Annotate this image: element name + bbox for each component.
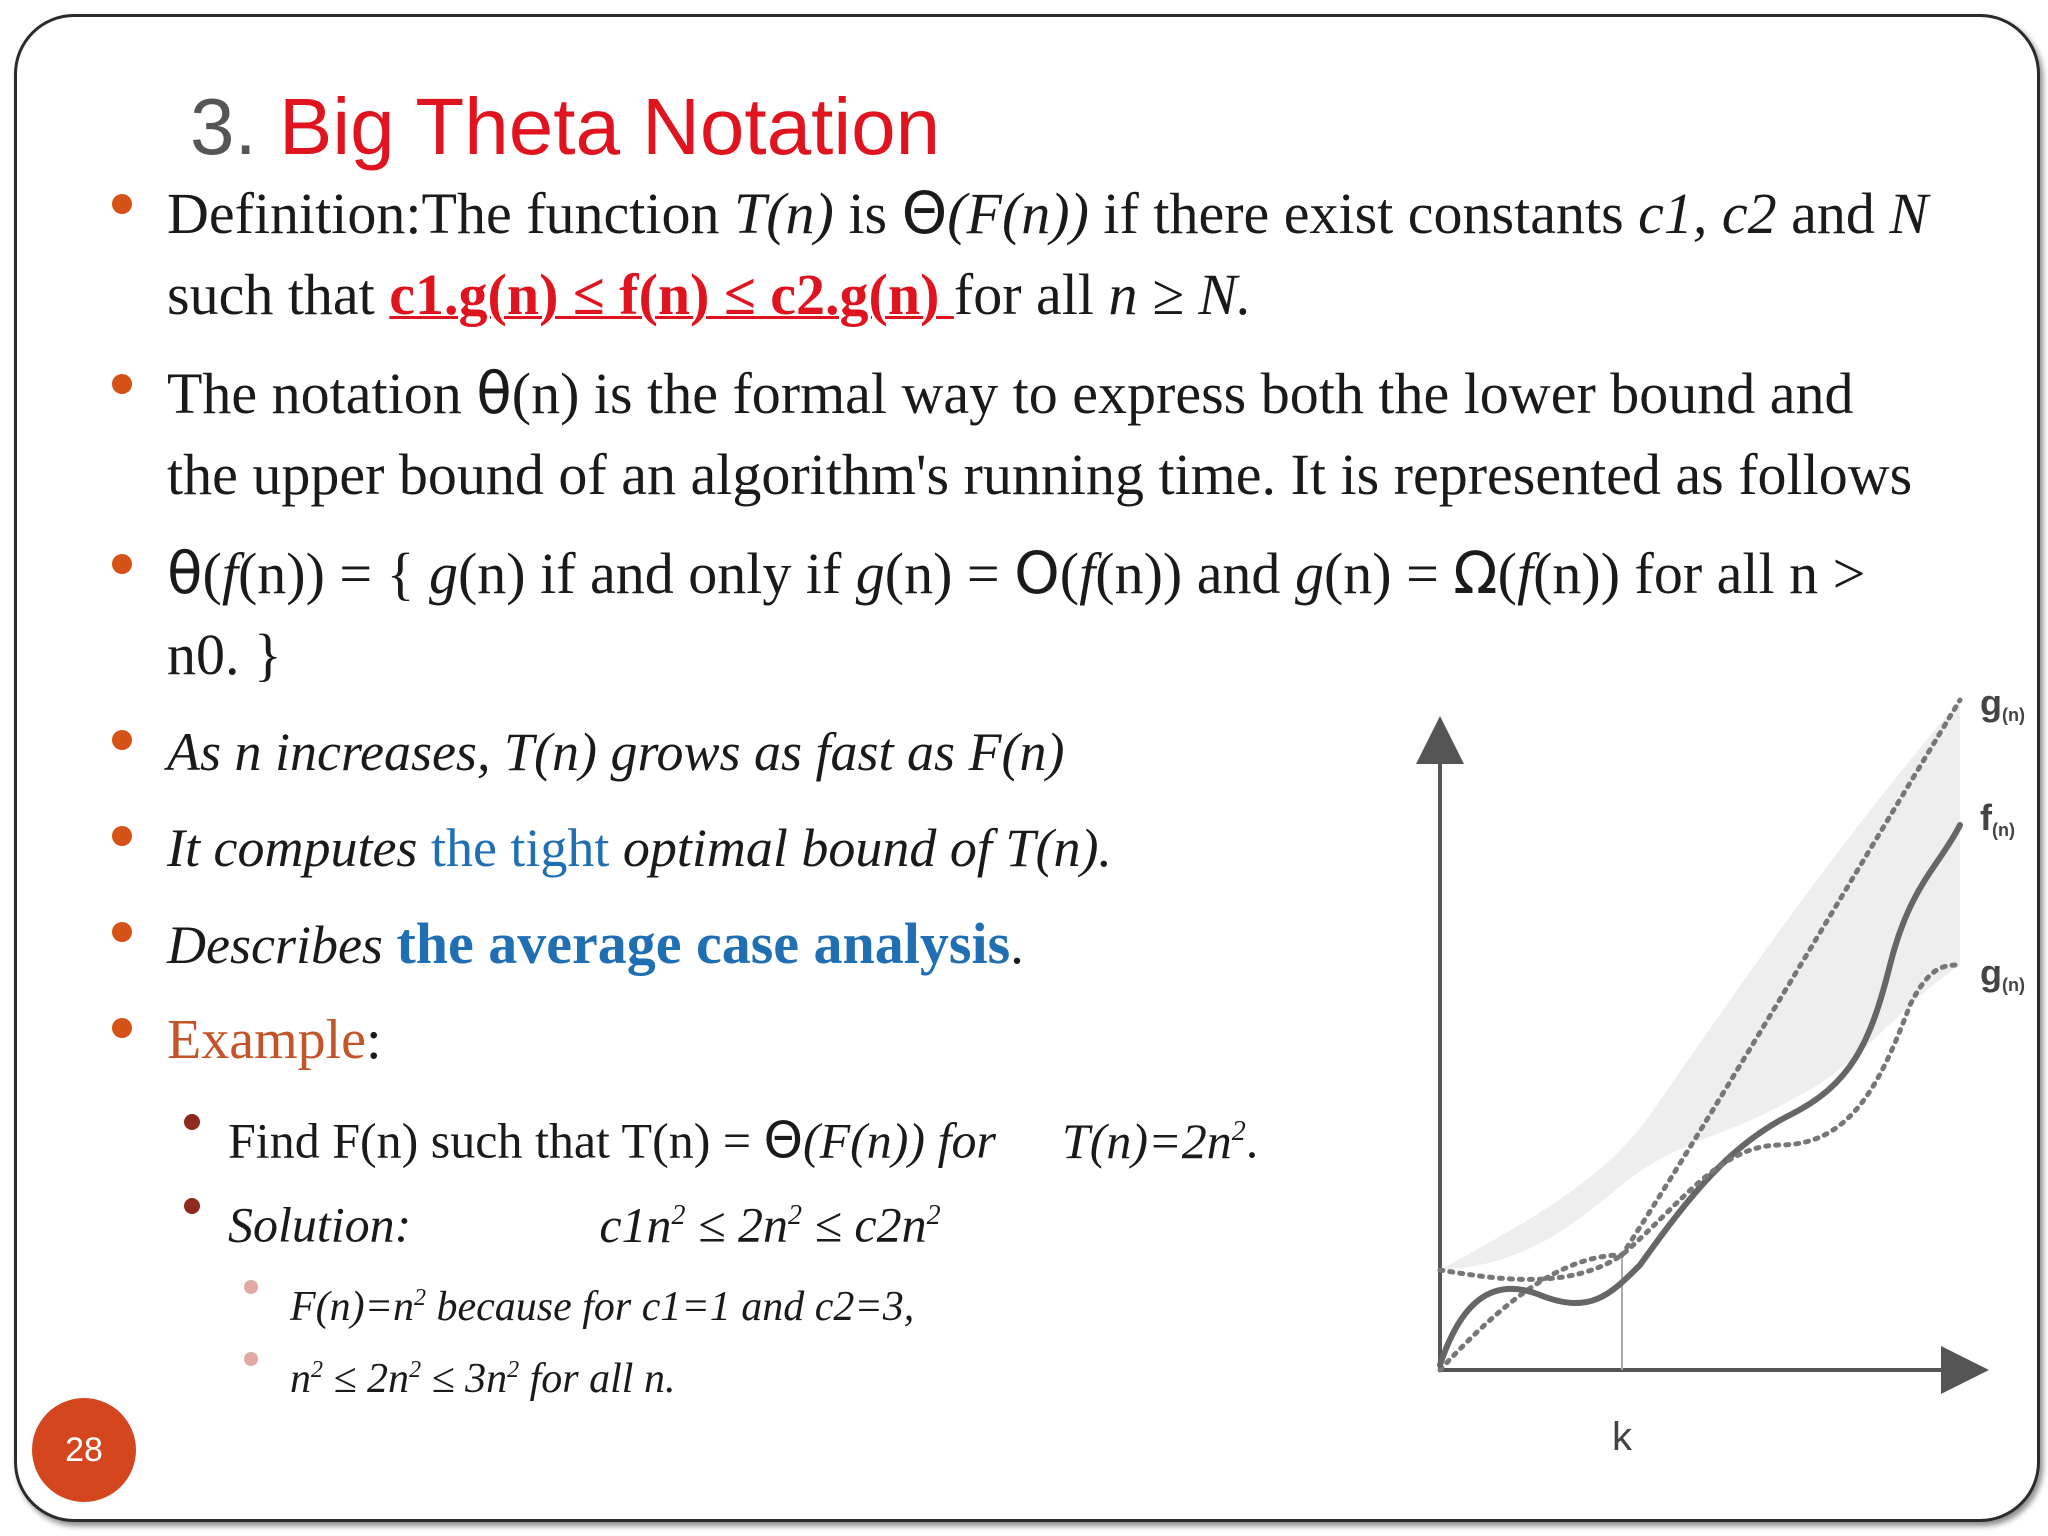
text: (F(n)) for <box>802 1112 996 1169</box>
text: ( <box>1059 541 1080 606</box>
text: ≤ 3n <box>421 1356 508 1402</box>
text: (n) = <box>1323 541 1454 606</box>
text: such that <box>167 262 390 327</box>
set-definition-line-2: n0. } <box>167 622 282 687</box>
theta-symbol: θ <box>476 359 512 427</box>
text: (n)) = { <box>237 541 429 606</box>
text: ≤ 2n <box>685 1196 788 1253</box>
text: . <box>1245 1112 1259 1169</box>
example-solution <box>228 1175 941 1266</box>
example-question <box>228 1091 1258 1182</box>
superscript: 2 <box>507 1357 520 1383</box>
superscript: 2 <box>926 1200 941 1231</box>
text: F(n)=n <box>290 1284 414 1330</box>
solution-label: Solution: <box>228 1196 412 1253</box>
highlight-text: the tight <box>430 818 610 878</box>
text: It computes <box>167 818 431 878</box>
superscript: 2 <box>787 1200 802 1231</box>
notation-line-1 <box>167 352 1854 435</box>
superscript: 2 <box>413 1285 426 1311</box>
k-label: k <box>1612 1415 1632 1459</box>
grows-as-fast-line: As n increases, T(n) grows as fast as F(n) <box>167 722 1065 782</box>
tight-bound-line <box>167 807 1112 889</box>
bullet-dot <box>112 554 132 574</box>
title-text: Big Theta Notation <box>278 82 941 171</box>
lower-bound-label: g(n) <box>1980 952 2025 995</box>
definition-line-2 <box>167 254 1252 336</box>
upper-bound-label: g(n) <box>1980 682 2025 725</box>
text: g <box>428 541 458 606</box>
text: for all <box>953 262 1109 327</box>
notation-line-2: the upper bound of an algorithm's running time. It is represented as follows <box>167 442 1913 507</box>
text: N <box>1889 181 1929 246</box>
text: (n)) and <box>1095 541 1295 606</box>
theta-symbol: Θ <box>901 179 948 247</box>
text: if there exist constants <box>1088 181 1639 246</box>
text: Find F(n) such that T(n) = <box>228 1112 764 1169</box>
text: ( <box>1497 541 1517 606</box>
text: . <box>1010 915 1024 975</box>
text: The notation <box>167 361 477 426</box>
bullet-dot <box>112 922 132 942</box>
slide-title <box>190 80 940 174</box>
definition-line-1 <box>167 172 1928 255</box>
text: and <box>1776 181 1890 246</box>
superscript: 2 <box>1231 1116 1246 1147</box>
example-label: Example <box>167 1009 367 1071</box>
title-number: 3. <box>190 82 257 171</box>
function-label: f(n) <box>1980 797 2015 840</box>
text: ( <box>202 541 222 606</box>
text: g <box>855 541 885 606</box>
text: T(n)=2n <box>1061 1112 1232 1169</box>
text: (n) is the formal way to express both the lower bound and <box>511 361 1854 426</box>
text: T(n) <box>733 181 834 246</box>
text: (n)) for all n > <box>1533 541 1866 606</box>
text: n <box>290 1356 311 1402</box>
text: ≤ c2n <box>801 1196 927 1253</box>
solution-detail-2 <box>290 1329 675 1420</box>
text: c1n <box>599 1196 672 1253</box>
text: ≤ 2n <box>323 1356 410 1402</box>
definition-label: Definition: <box>167 181 422 246</box>
text: f <box>221 541 238 606</box>
bullet-dot <box>112 730 132 750</box>
average-case-line <box>167 903 1024 986</box>
superscript: 2 <box>409 1357 422 1383</box>
text: Describes <box>167 915 397 975</box>
superscript: 2 <box>311 1357 323 1383</box>
text: c1, c2 <box>1638 181 1777 246</box>
theta-bounds-graph <box>1400 665 2040 1485</box>
text: n ≥ N. <box>1108 262 1252 327</box>
big-o-symbol: O <box>1014 539 1060 607</box>
bullet-dot <box>112 194 132 214</box>
text: f <box>1516 541 1534 606</box>
sub-bullet-dot <box>184 1114 200 1130</box>
theta-inequality: c1.g(n) ≤ f(n) ≤ c2.g(n) <box>389 262 954 327</box>
text: g <box>1294 541 1324 606</box>
text: (n) = <box>884 541 1015 606</box>
text: because for c1=1 and c2=3, <box>425 1284 915 1330</box>
text: is <box>833 181 902 246</box>
text: : <box>366 1009 382 1071</box>
text: for all n. <box>519 1356 676 1402</box>
highlight-text: the average case analysis <box>396 911 1011 976</box>
text: f <box>1079 541 1096 606</box>
set-definition-line-1 <box>167 532 1865 615</box>
text: The function <box>421 181 734 246</box>
theta-symbol: Θ <box>763 1111 803 1170</box>
bullet-dot <box>112 826 132 846</box>
sub-bullet-dot <box>184 1198 200 1214</box>
bullet-dot <box>112 1018 132 1038</box>
sub-sub-bullet-dot <box>244 1280 258 1294</box>
superscript: 2 <box>671 1200 686 1231</box>
omega-symbol: Ω <box>1453 539 1498 607</box>
theta-symbol: θ <box>167 539 203 607</box>
page-number-badge: 28 <box>32 1398 136 1502</box>
sub-sub-bullet-dot <box>244 1352 258 1366</box>
text: (F(n)) <box>947 181 1089 246</box>
text: (n) if and only if <box>457 541 856 606</box>
example-heading <box>167 999 382 1081</box>
text: optimal bound of T(n). <box>609 818 1112 878</box>
bullet-dot <box>112 374 132 394</box>
